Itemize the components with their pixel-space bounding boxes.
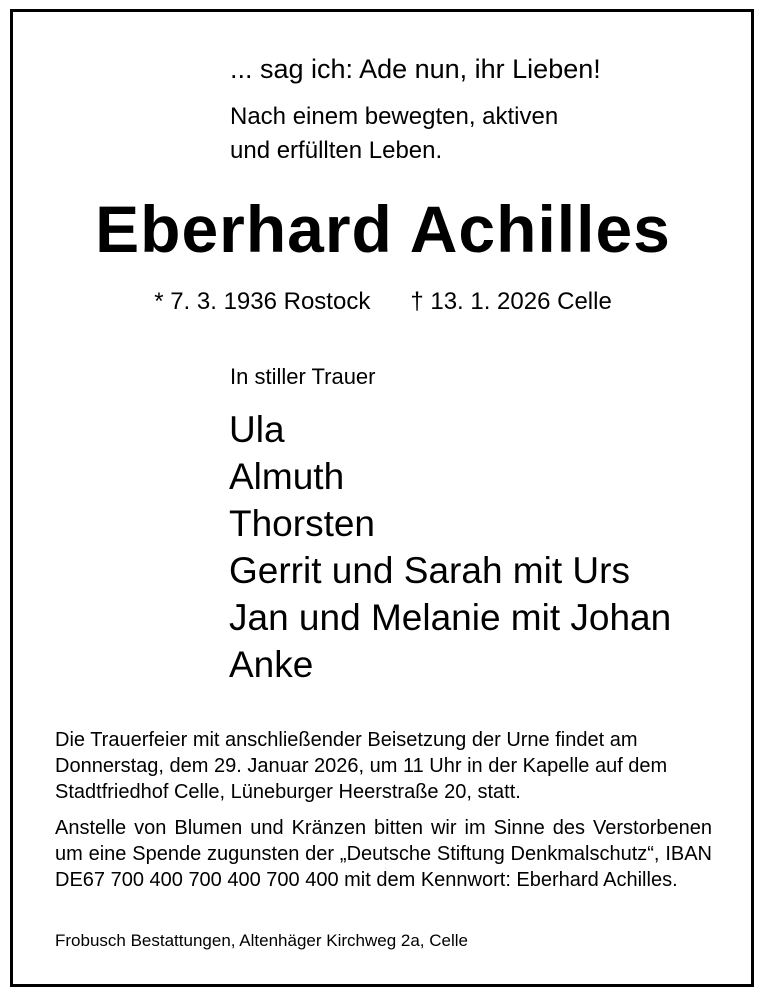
life-dates xyxy=(0,290,766,314)
mourner-item: Almuth xyxy=(229,456,345,497)
motto: ... sag ich: Ade nun, ihr Lieben! xyxy=(230,54,601,84)
mourner-item: Thorsten xyxy=(229,503,376,544)
mourner-item: Ula xyxy=(229,409,285,450)
donation-request: Anstelle von Blumen und Kränzen bitten wir im Sinne des Verstorbenen um eine Spende zugunsten der „Deutsche Stiftung Denkmalschutz“, IBAN DE67 700 400 700 400 700 400 mit dem Kennwort: Eberhard Achilles. xyxy=(55,817,712,891)
birth-date: * 7. 3. 1936 Rostock xyxy=(154,288,371,315)
ceremony-details: Die Trauerfeier mit anschließender Beisetzung der Urne findet am Donnerstag, dem 29. Januar 2026, um 11 Uhr in der Kapelle auf dem Stadtfriedhof Celle, Lüneburger Heerstraße 20, statt. xyxy=(55,729,668,803)
death-date: † 13. 1. 2026 Celle xyxy=(410,288,612,315)
undertaker-info: Frobusch Bestattungen, Altenhäger Kirchweg 2a, Celle xyxy=(55,931,468,950)
mourner-item: Anke xyxy=(229,644,314,685)
mourners-list xyxy=(229,406,671,688)
intro-line-2: und erfüllten Leben. xyxy=(230,137,443,164)
intro-line-1: Nach einem bewegten, aktiven xyxy=(230,103,559,130)
mourner-item: Gerrit und Sarah mit Urs xyxy=(229,550,630,591)
deceased-name: Eberhard Achilles xyxy=(95,192,671,266)
mourner-item: Jan und Melanie mit Johan xyxy=(229,597,672,638)
mourning-label: In stiller Trauer xyxy=(230,364,376,389)
